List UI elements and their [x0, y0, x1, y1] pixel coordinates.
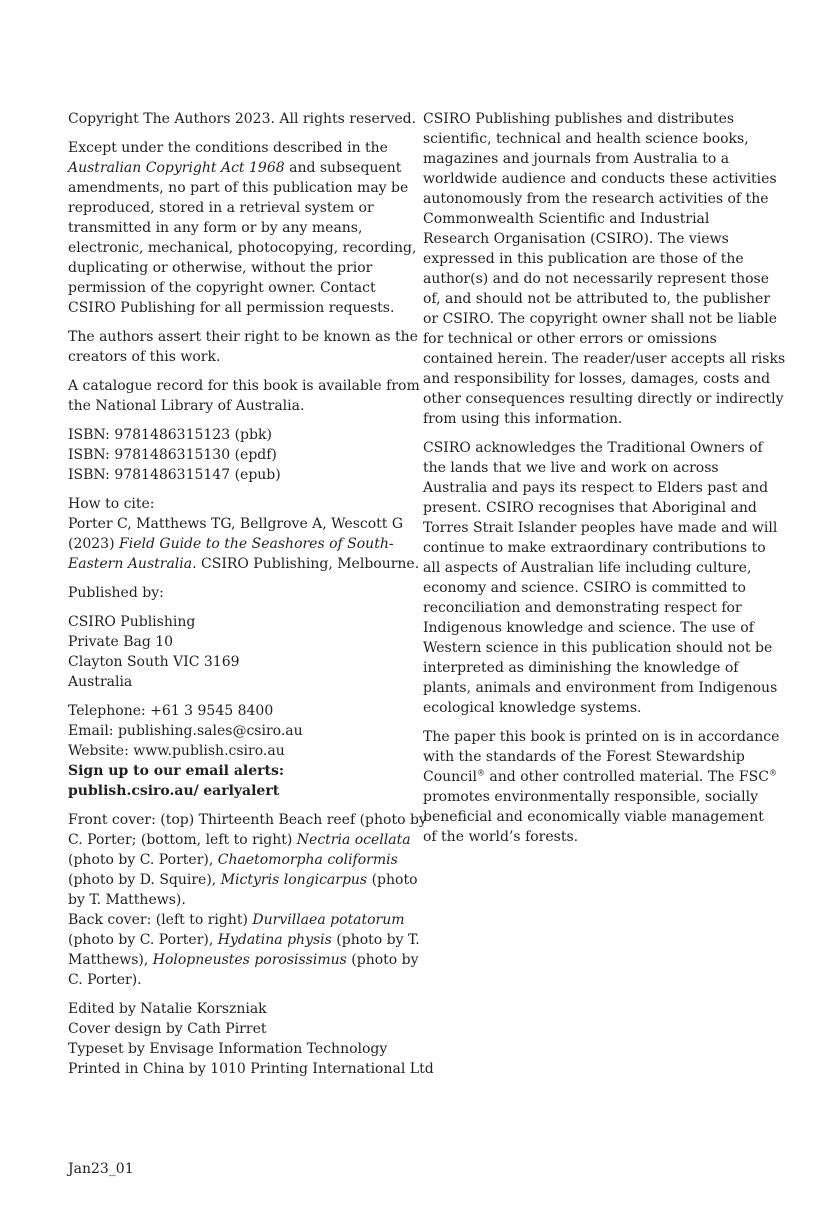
book-title: Field Guide to the Seashores of South-	[119, 536, 394, 552]
published-by-label: Published by:	[68, 585, 164, 601]
left-column	[68, 109, 434, 1088]
isbn-epub: ISBN: 9781486315147 (epub)	[68, 467, 281, 483]
email-alerts-link[interactable]: Sign up to our email alerts: publish.csiro.au/	[68, 763, 285, 799]
registered-mark: ®	[768, 768, 777, 778]
publisher-disclaimer: CSIRO Publishing publishes and distributes scientific, technical and health science books, magazines and journals from Australia to a worldwide audience and conducts these activities autonomously from the research activities of the Commonwealth Scientific and Industrial Research Organisation (CSIRO). The views expressed in this publication are those of the author(s) and do not necessarily represent those of, and should not be attributed to, the publisher or CSIRO. The copyright owner shall not be liable for technical or other errors or omissions contained herein. The reader/user accepts all risks and responsibility for losses, damages, costs and other consequences resulting directly or indirectly from using this information.	[423, 111, 786, 427]
website-link[interactable]: Website: www.publish.csiro.au	[68, 743, 285, 759]
citation: How to cite: Porter C, Matthews TG, Bellgrove A, Wescott G (2023) Field Guide to the Seashores of South- Eastern Australia. CSIRO Publishing, Melbourne.	[68, 496, 420, 572]
paper-statement: The paper this book is printed on is in accordance with the standards of the Forest Stewardship Council® and other controlled material. The FSC® promotes environmentally responsible, socially beneficial and economically viable management of the world’s forests.	[423, 729, 780, 845]
isbn-list	[68, 425, 406, 485]
right-column	[423, 109, 786, 856]
traditional-owners-acknowledgement: CSIRO acknowledges the Traditional Owners of the lands that we live and work on across Australia and pays its respect to Elders past and present. CSIRO recognises that Aboriginal and Torres Strait Islander peoples have made and will continue to make extraordinary contributions to all aspects of Australian life including culture, economy and science. CSIRO is committed to reconciliation and demonstrating respect for Indigenous knowledge and science. The use of Western science in this publication should not be interpreted as diminishing the knowledge of plants, animals and environment from Indigenous ecological knowledge systems.	[423, 440, 778, 716]
email-link[interactable]: Email: publishing.sales@csiro.au	[68, 723, 303, 739]
isbn-pbk: ISBN: 9781486315123 (pbk)	[68, 427, 272, 443]
citation-heading: How to cite:	[68, 496, 155, 512]
telephone: Telephone: +61 3 9545 8400	[68, 703, 274, 719]
production-credits: Edited by Natalie Korszniak Cover design by Cath Pirret Typeset by Envisage Information Technology Printed in China by 1010 Printing International Ltd	[68, 1001, 434, 1077]
isbn-epdf: ISBN: 9781486315130 (epdf)	[68, 447, 277, 463]
catalogue-record: A catalogue record for this book is available from the National Library of Australia.	[68, 378, 420, 414]
authors-assertion: The authors assert their right to be known as the creators of this work.	[68, 329, 418, 365]
act-title: Australian Copyright Act 1968	[68, 160, 285, 176]
copyright-conditions: Except under the conditions described in the Australian Copyright Act 1968 and subsequent amendments, no part of this publication may be reproduced, stored in a retrieval system or transmitted in any form or by any means, electronic, mechanical, photocopying, recording, duplicating or otherwise, without the prior permission of the copyright owner. Contact CSIRO Publishing for all permission requests.	[68, 140, 417, 316]
cover-credits: Front cover: (top) Thirteenth Beach reef (photo by C. Porter; (bottom, left to right) Nectria ocellata (photo by C. Porter), Chaetomorpha coliformis (photo by D. Squire), Mictyris longicarpus (photo by T. Matthews). Back cover: (left to right) Durvillaea potatorum (photo by C. Porter), Hydatina physis (photo by T. Matthews), Holopneustes porosissimus (photo by C. Porter).	[68, 812, 427, 988]
print-code: Jan23_01	[68, 1161, 134, 1177]
book-title-cont: Eastern Australia	[68, 556, 193, 572]
email-alerts-link-cont[interactable]: earlyalert	[203, 783, 280, 799]
copyright-notice: Copyright The Authors 2023. All rights reserved.	[68, 111, 417, 127]
registered-mark: ®	[476, 768, 485, 778]
publisher-address: CSIRO Publishing Private Bag 10 Clayton South VIC 3169 Australia	[68, 614, 240, 690]
publisher-contact	[68, 701, 406, 801]
